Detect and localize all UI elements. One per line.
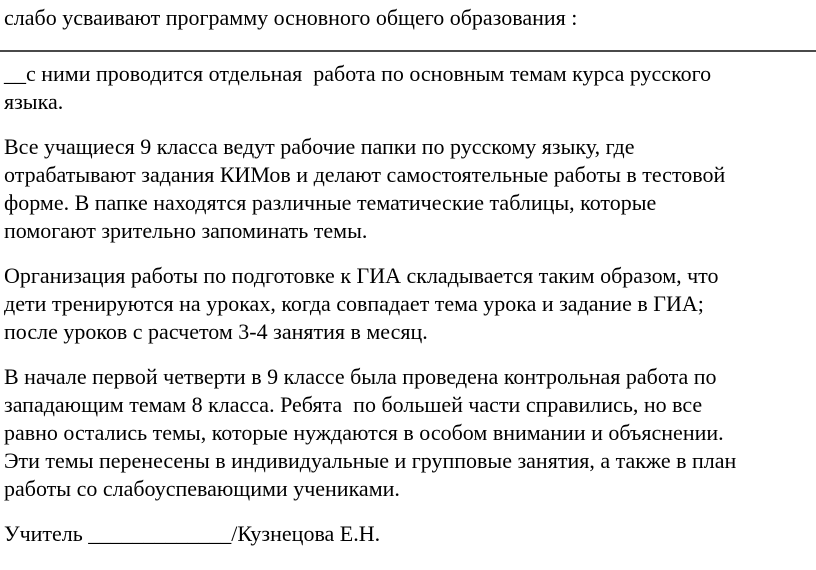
blank-fill-line bbox=[0, 32, 816, 52]
paragraph-intro bbox=[4, 4, 816, 116]
intro-line: слабо усваивают программу основного общего образования : bbox=[4, 5, 578, 30]
text-line: Эти темы перенесены в индивидуальные и групповые занятия, а также в план bbox=[4, 448, 737, 473]
text-line: В начале первой четверти в 9 классе была проведена контрольная работа по bbox=[4, 364, 717, 389]
text-line: Все учащиеся 9 класса ведут рабочие папки по русскому языку, где bbox=[4, 134, 635, 159]
text-line: отрабатывают задания КИМов и делают самостоятельные работы в тестовой bbox=[4, 162, 726, 187]
teacher-signature-line: Учитель _____________/Кузнецова Е.Н. bbox=[4, 521, 381, 546]
paragraph-control-work bbox=[4, 363, 816, 503]
text-line: помогают зрительно запоминать темы. bbox=[4, 218, 368, 243]
text-line: Организация работы по подготовке к ГИА складывается таким образом, что bbox=[4, 263, 719, 288]
intro-continuation-line: языка. bbox=[4, 89, 64, 114]
text-line: дети тренируются на уроках, когда совпадает тема урока и задание в ГИА; bbox=[4, 291, 704, 316]
signature-block bbox=[4, 520, 816, 548]
paragraph-gia-preparation bbox=[4, 262, 816, 346]
paragraph-work-folders bbox=[4, 133, 816, 245]
text-line: западающим темам 8 класса. Ребята по большей части справились, но все bbox=[4, 392, 703, 417]
text-line: форме. В папке находятся различные тематические таблицы, которые bbox=[4, 190, 657, 215]
text-line: после уроков с расчетом 3-4 занятия в месяц. bbox=[4, 319, 428, 344]
text-line: работы со слабоуспевающими учениками. bbox=[4, 476, 400, 501]
intro-continuation-line: __с ними проводится отдельная работа по основным темам курса русского bbox=[4, 61, 712, 86]
text-line: равно остались темы, которые нуждаются в особом внимании и объяснении. bbox=[4, 420, 724, 445]
